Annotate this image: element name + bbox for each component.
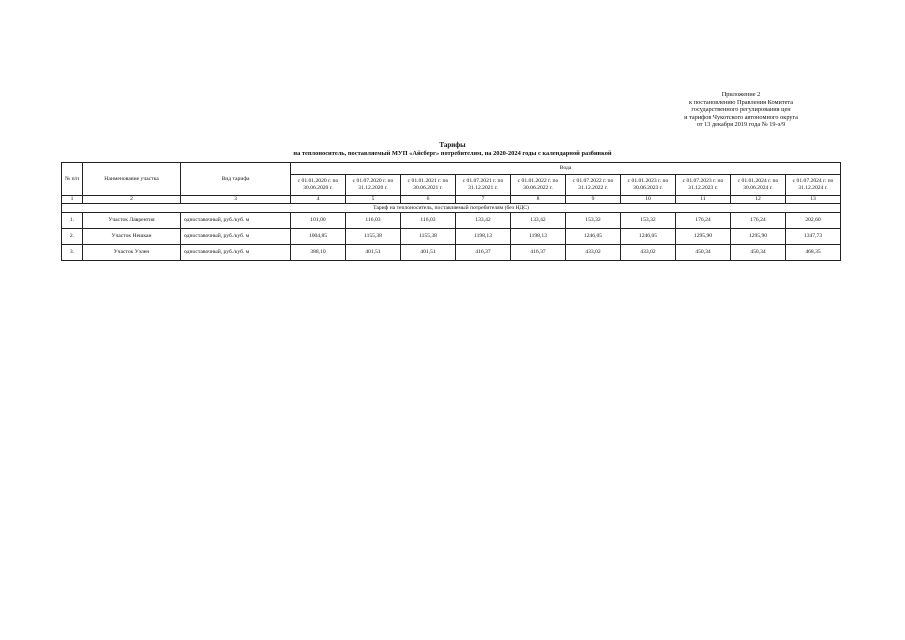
tariff-value: 416,37 — [511, 245, 566, 261]
tariff-type: одноставочный, руб./куб. м — [181, 245, 291, 261]
tariff-value: 416,37 — [456, 245, 511, 261]
tariff-value: 153,32 — [621, 213, 676, 229]
tariff-value: 176,24 — [731, 213, 786, 229]
site-name: Участок Нешкан — [83, 229, 181, 245]
tariff-value: 1004,85 — [291, 229, 346, 245]
tariff-table — [61, 162, 841, 261]
period-header: с 01.07.2020 г. по 31.12.2020 г. — [346, 175, 401, 196]
column-number: 4 — [291, 196, 346, 204]
document-subtitle: на теплоноситель, поставляемый МУП «Айсберг» потребителям, на 2020-2024 годы с календарной разбивкой — [293, 150, 612, 157]
appendix-line: государственного регулирования цен — [691, 106, 791, 114]
header-site: Наименование участка — [83, 163, 181, 196]
appendix-line: Приложение 2 — [721, 91, 761, 98]
period-header: с 01.01.2020 г. по 30.06.2020 г. — [291, 175, 346, 196]
tariff-value: 116,03 — [401, 213, 456, 229]
tariff-value: 153,32 — [566, 213, 621, 229]
header-water: Вода — [291, 163, 841, 175]
column-number-row — [62, 196, 841, 204]
period-header: с 01.01.2023 г. по 30.06.2023 г. — [621, 175, 676, 196]
tariff-value: 202,60 — [786, 213, 841, 229]
period-header: с 01.07.2022 г. по 31.12.2022 г. — [566, 175, 621, 196]
period-header: с 01.07.2024 г. по 31.12.2024 г. — [786, 175, 841, 196]
tariff-value: 1246,05 — [621, 229, 676, 245]
appendix-line: к постановлению Правления Комитета — [688, 98, 794, 106]
tariff-type: одноставочный, руб./куб. м — [181, 229, 291, 245]
site-name: Участок Уэлен — [83, 245, 181, 261]
tariff-value: 450,34 — [731, 245, 786, 261]
tariff-value: 101,00 — [291, 213, 346, 229]
period-header: с 01.01.2022 г. по 30.06.2022 г. — [511, 175, 566, 196]
column-number: 12 — [731, 196, 786, 204]
tariff-value: 1198,13 — [511, 229, 566, 245]
column-number: 11 — [676, 196, 731, 204]
document-title: Тарифы — [439, 141, 466, 149]
row-number: 1. — [62, 213, 83, 229]
tariff-value: 433,02 — [566, 245, 621, 261]
tariff-value: 388,10 — [291, 245, 346, 261]
tariff-value: 450,34 — [676, 245, 731, 261]
tariff-value: 401,51 — [401, 245, 456, 261]
tariff-type: одноставочный, руб./куб. м — [181, 213, 291, 229]
tariff-value: 468,35 — [786, 245, 841, 261]
tariff-value: 176,24 — [676, 213, 731, 229]
row-number: 3. — [62, 245, 83, 261]
header-tariff-type: Вид тарифа — [181, 163, 291, 196]
period-header: с 01.07.2023 г. по 31.12.2023 г. — [676, 175, 731, 196]
period-header: с 01.01.2021 г. по 30.06.2021 г. — [401, 175, 456, 196]
tariff-value: 133,42 — [456, 213, 511, 229]
section-label: Тариф на теплоноситель, поставляемый потребителям (без НДС) — [62, 204, 841, 213]
row-number: 2. — [62, 229, 83, 245]
tariff-value: 133,42 — [511, 213, 566, 229]
column-number: 5 — [346, 196, 401, 204]
period-header: с 01.07.2021 г. по 31.12.2021 г. — [456, 175, 511, 196]
tariff-value: 1155,38 — [346, 229, 401, 245]
tariff-value: 1246,05 — [566, 229, 621, 245]
column-number: 10 — [621, 196, 676, 204]
table-row — [62, 245, 841, 261]
table-row — [62, 213, 841, 229]
site-name: Участок Лаврентия — [83, 213, 181, 229]
header-no: № п/п — [62, 163, 83, 196]
tariff-value: 1295,90 — [676, 229, 731, 245]
column-number: 3 — [181, 196, 291, 204]
tariff-value: 1198,13 — [456, 229, 511, 245]
column-number: 6 — [401, 196, 456, 204]
column-number: 13 — [786, 196, 841, 204]
column-number: 2 — [83, 196, 181, 204]
column-number: 9 — [566, 196, 621, 204]
appendix-block — [661, 91, 821, 129]
appendix-line: и тарифов Чукотского автономного округа — [684, 113, 798, 121]
tariff-value: 433,02 — [621, 245, 676, 261]
column-number: 7 — [456, 196, 511, 204]
tariff-value: 116,03 — [346, 213, 401, 229]
tariff-value: 1295,90 — [731, 229, 786, 245]
column-number: 8 — [511, 196, 566, 204]
table-row — [62, 229, 841, 245]
tariff-value: 1347,73 — [786, 229, 841, 245]
tariff-value: 401,51 — [346, 245, 401, 261]
column-number: 1 — [62, 196, 83, 204]
appendix-line: от 13 декабря 2019 года № 19-э/9 — [696, 121, 786, 129]
period-header: с 01.01.2024 г. по 30.06.2024 г. — [731, 175, 786, 196]
tariff-value: 1155,38 — [401, 229, 456, 245]
